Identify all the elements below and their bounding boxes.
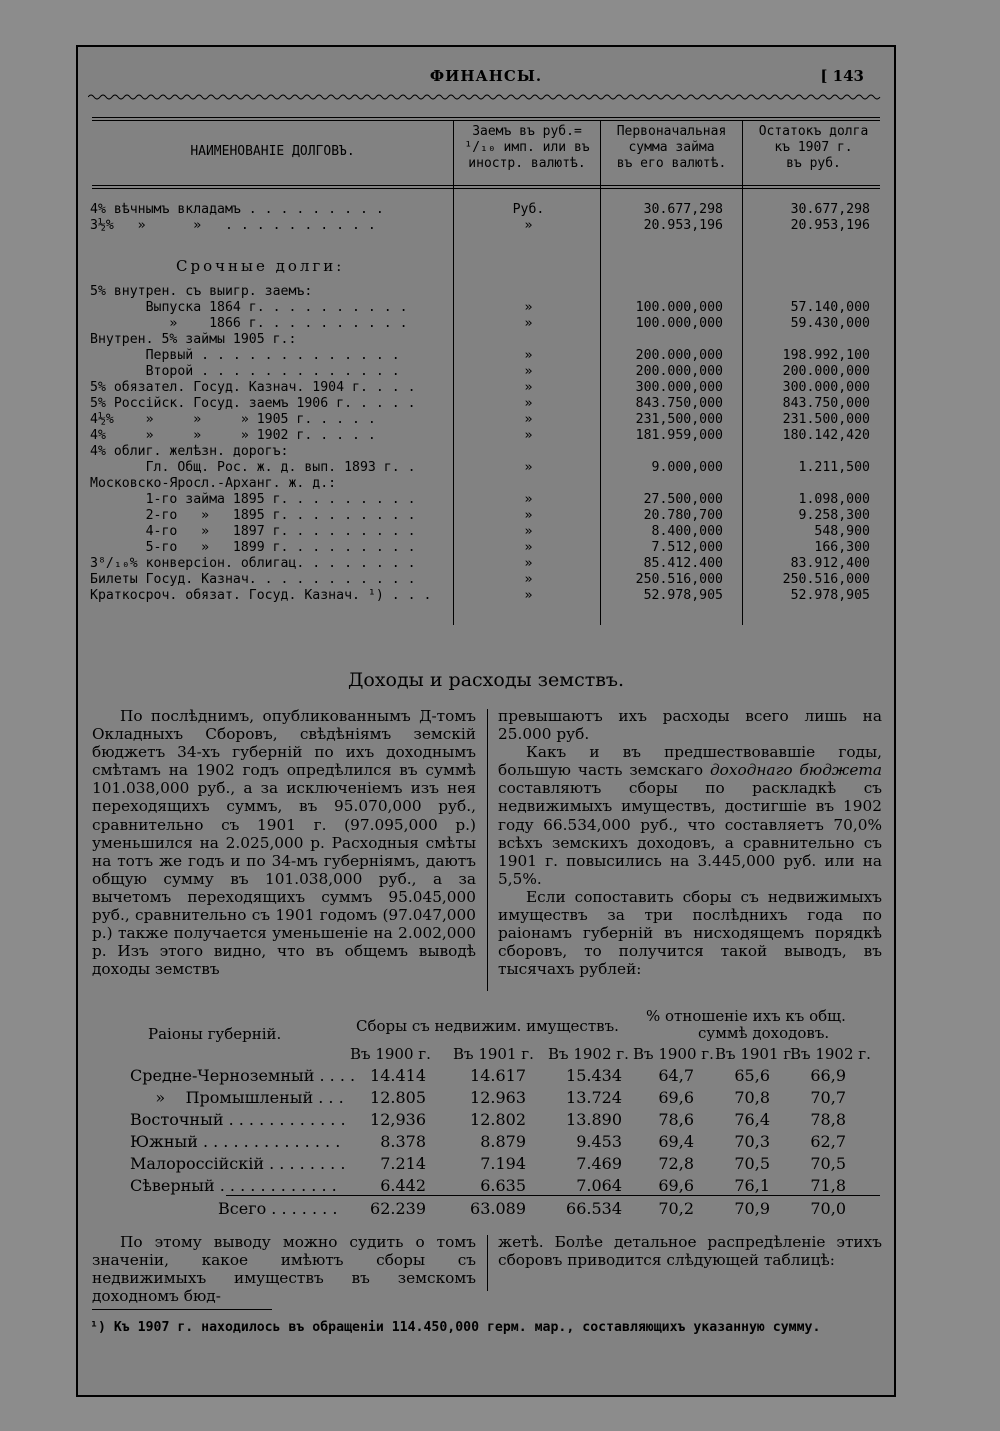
cell-value: 14.617 bbox=[470, 1066, 526, 1085]
debt-name: 4-го » 1897 г. . . . . . . . . bbox=[90, 524, 416, 539]
paragraph: жетѣ. Болѣе детальное распредѣленіе этихъ сборовъ приводится слѣдующей таблицѣ: bbox=[498, 1233, 882, 1270]
debt-remaining: 1.098,000 bbox=[798, 492, 870, 507]
cell-value: 63.089 bbox=[470, 1199, 526, 1218]
cell-value: 8.378 bbox=[380, 1132, 426, 1151]
table-row bbox=[78, 1153, 894, 1175]
debt-remaining: 20.953,196 bbox=[790, 218, 870, 233]
debt-remaining: 30.677,298 bbox=[790, 202, 870, 217]
region-name: Южный . . . . . . . . . . . . . . bbox=[130, 1132, 341, 1151]
table-row bbox=[78, 300, 894, 316]
debt-name: 2-го » 1895 г. . . . . . . . . bbox=[90, 508, 416, 523]
footnote: ¹) Къ 1907 г. находилось въ обращеніи 114.450,000 герм. мар., составляющихъ указанную сумму. bbox=[90, 1320, 821, 1335]
table-row bbox=[78, 508, 894, 524]
debt-currency: » bbox=[524, 492, 533, 507]
debt-currency: » bbox=[524, 508, 533, 523]
section-title: Доходы и расходы земствъ. bbox=[347, 669, 625, 691]
table-row bbox=[78, 476, 894, 492]
year-head: Въ 1901 г. bbox=[453, 1045, 534, 1063]
table-row bbox=[78, 364, 894, 380]
table-row bbox=[78, 1065, 894, 1087]
debt-remaining: 83.912,400 bbox=[790, 556, 870, 571]
subheading-srochnye: Срочные долги: bbox=[176, 257, 345, 275]
debt-currency: » bbox=[524, 428, 533, 443]
debt-name: » 1866 г. . . . . . . . . . bbox=[90, 316, 408, 331]
year-head: Въ 1902 г. bbox=[790, 1045, 871, 1063]
debt-original: 27.500,000 bbox=[643, 492, 723, 507]
region-name: Восточный . . . . . . . . . . . . bbox=[130, 1110, 346, 1129]
cell-value: 13.890 bbox=[566, 1110, 622, 1129]
debt-currency: » bbox=[524, 348, 533, 363]
region-name: Всего . . . . . . . bbox=[218, 1199, 338, 1218]
head-sbory: Сборы съ недвижим. имуществъ. bbox=[356, 1017, 619, 1035]
col-head-name: НАИМЕНОВАНІЕ ДОЛГОВЪ. bbox=[190, 144, 355, 159]
head-pct-1: % отношеніе ихъ къ общ. bbox=[646, 1007, 846, 1025]
table-row bbox=[78, 460, 894, 476]
table-top-rule-2 bbox=[92, 120, 880, 121]
debt-remaining: 180.142,420 bbox=[782, 428, 870, 443]
debt-currency: » bbox=[524, 572, 533, 587]
debt-original: 100.000,000 bbox=[635, 316, 723, 331]
debt-original: 20.953,196 bbox=[643, 218, 723, 233]
table-row bbox=[78, 540, 894, 556]
paragraph: По этому выводу можно судить о томъ значеніи, какое имѣютъ сборы съ недвижимыхъ имуществъ въ земскомъ доходномъ бюд- bbox=[92, 1233, 476, 1306]
debt-original: 200.000,000 bbox=[635, 364, 723, 379]
cell-value: 69,6 bbox=[658, 1176, 694, 1195]
debt-currency: » bbox=[524, 588, 533, 603]
debt-remaining: 1.211,500 bbox=[798, 460, 870, 475]
debt-original: 52.978,905 bbox=[643, 588, 723, 603]
table-row bbox=[78, 524, 894, 540]
cell-value: 70,2 bbox=[658, 1199, 694, 1218]
debt-name: 4% » » » 1902 г. . . . . bbox=[90, 428, 376, 443]
wavy-rule bbox=[88, 93, 884, 101]
text-column-right bbox=[498, 707, 882, 978]
paragraph: Какъ и въ предшествовавшіе годы, большую часть земскаго доходнаго бюджета составляютъ сборы по раскладкѣ съ недвижимыхъ имуществъ, достигшіе въ 1902 году 66.534,000 руб., что составляетъ 70,0% всѣхъ земскихъ доходовъ, а сравнительно съ 1901 г. повысились на 3.445,000 руб. или на 5,5%. bbox=[498, 743, 882, 888]
debt-original: 8.400,000 bbox=[651, 524, 723, 539]
header-bottom-rule bbox=[92, 185, 880, 186]
cell-value: 78,8 bbox=[810, 1110, 846, 1129]
debt-currency: » bbox=[524, 300, 533, 315]
debt-remaining: 200.000,000 bbox=[782, 364, 870, 379]
cell-value: 13.724 bbox=[566, 1088, 622, 1107]
debt-remaining: 231.500,000 bbox=[782, 412, 870, 427]
debt-original: 231,500,000 bbox=[635, 412, 723, 427]
debt-name: 3½% » » . . . . . . . . . . bbox=[90, 218, 376, 233]
table-top-rule bbox=[92, 117, 880, 118]
text-column-left bbox=[92, 707, 476, 978]
region-name: Малороссійскій . . . . . . . . bbox=[130, 1154, 346, 1173]
cell-value: 12.805 bbox=[370, 1088, 426, 1107]
cell-value: 62.239 bbox=[370, 1199, 426, 1218]
debt-name: 4% вѣчнымъ вкладамъ . . . . . . . . . bbox=[90, 202, 384, 217]
cell-value: 78,6 bbox=[658, 1110, 694, 1129]
debt-name: 5% внутрен. съ выигр. заемъ: bbox=[90, 284, 313, 299]
column-divider bbox=[487, 709, 488, 991]
table-row bbox=[78, 202, 894, 218]
debt-currency: » bbox=[524, 316, 533, 331]
cell-value: 64,7 bbox=[658, 1066, 694, 1085]
table-row bbox=[78, 1087, 894, 1109]
cell-value: 12.802 bbox=[470, 1110, 526, 1129]
debt-name: 4% облиг. желѣзн. дорогъ: bbox=[90, 444, 289, 459]
debt-original: 9.000,000 bbox=[651, 460, 723, 475]
paragraph: По послѣднимъ, опубликованнымъ Д-томъ Окладныхъ Сборовъ, свѣдѣніямъ земскій бюджетъ 34-хъ губерній по ихъ доходнымъ смѣтамъ на 1902 годъ опредѣлился въ суммѣ 101.038,000 руб., а за исключеніемъ изъ нея переходящихъ суммъ, въ 95.070,000 руб., сравнительно съ 1901 г. (97.095,000 р.) уменьшился на 2.025,000 р. Расходныя смѣты на тотъ же годъ и по 34-мъ губерніямъ, даютъ общую сумму въ 101.038,000 руб., а за вычетомъ переходящихъ суммъ 95.045,000 руб., сравнительно съ 1901 годомъ (97.047,000 р.) также получается уменьшеніе на 2.002,000 р. Изъ этого видно, что въ общемъ выводѣ доходы земствъ bbox=[92, 707, 476, 979]
cell-value: 15.434 bbox=[566, 1066, 622, 1085]
table-row bbox=[78, 588, 894, 604]
debt-remaining: 843.750,000 bbox=[782, 396, 870, 411]
debt-remaining: 57.140,000 bbox=[790, 300, 870, 315]
cell-value: 70,7 bbox=[810, 1088, 846, 1107]
text-bottom-left bbox=[92, 1233, 476, 1305]
debt-name: 4½% » » » 1905 г. . . . . bbox=[90, 412, 376, 427]
debt-name: 3⁸/₁₀% конверсіон. облигац. . . . . . . . bbox=[90, 556, 416, 571]
year-head: Въ 1900 г. bbox=[350, 1045, 431, 1063]
debt-original: 7.512,000 bbox=[651, 540, 723, 555]
year-head: Въ 1902 г. bbox=[548, 1045, 629, 1063]
table-row bbox=[78, 444, 894, 460]
cell-value: 70,5 bbox=[734, 1154, 770, 1173]
paragraph: Если сопоставить сборы съ недвижимыхъ имуществъ за три послѣднихъ года по раіонамъ губерній въ нисходящемъ порядкѣ сборовъ, то получится такой выводъ, въ тысячахъ рублей: bbox=[498, 887, 882, 979]
col-head-remaining: Остатокъ долга къ 1907 г. въ руб. bbox=[758, 124, 869, 171]
text-bottom-right bbox=[498, 1233, 882, 1269]
header-title: ФИНАНСЫ. bbox=[429, 67, 543, 85]
total-rule bbox=[226, 1195, 880, 1196]
debt-currency: » bbox=[524, 396, 533, 411]
cell-value: 6.442 bbox=[380, 1176, 426, 1195]
debt-currency: » bbox=[524, 218, 533, 233]
debt-currency: Руб. bbox=[512, 202, 545, 217]
debt-remaining: 250.516,000 bbox=[782, 572, 870, 587]
cell-value: 14.414 bbox=[370, 1066, 426, 1085]
table-row bbox=[78, 556, 894, 572]
year-head: Въ 1901 г. bbox=[715, 1045, 796, 1063]
table-row bbox=[78, 348, 894, 364]
cell-value: 6.635 bbox=[480, 1176, 526, 1195]
table-row bbox=[78, 396, 894, 412]
debt-name: 5% обязател. Госуд. Казнач. 1904 г. . . . bbox=[90, 380, 416, 395]
debt-name: Внутрен. 5% займы 1905 г.: bbox=[90, 332, 297, 347]
table-row bbox=[78, 284, 894, 300]
table-row bbox=[78, 412, 894, 428]
debt-currency: » bbox=[524, 524, 533, 539]
debt-remaining: 300.000,000 bbox=[782, 380, 870, 395]
cell-value: 71,8 bbox=[810, 1176, 846, 1195]
debt-remaining: 59.430,000 bbox=[790, 316, 870, 331]
debt-remaining: 166,300 bbox=[814, 540, 870, 555]
debt-name: 1-го займа 1895 г. . . . . . . . . bbox=[90, 492, 416, 507]
cell-value: 7.064 bbox=[576, 1176, 622, 1195]
cell-value: 69,4 bbox=[658, 1132, 694, 1151]
footnote-rule bbox=[92, 1309, 272, 1310]
table-row bbox=[78, 380, 894, 396]
page-number: [ 143 bbox=[820, 67, 864, 85]
cell-value: 9.453 bbox=[576, 1132, 622, 1151]
table-row bbox=[78, 1175, 894, 1197]
table-row bbox=[78, 1109, 894, 1131]
table-row bbox=[78, 1198, 894, 1220]
debt-name: 5% Россійск. Госуд. заемъ 1906 г. . . . . bbox=[90, 396, 416, 411]
debt-remaining: 548,900 bbox=[814, 524, 870, 539]
region-name: Средне-Черноземный . . . . bbox=[130, 1066, 356, 1085]
cell-value: 70,9 bbox=[734, 1199, 770, 1218]
table-row bbox=[78, 492, 894, 508]
region-name: Сѣверный . . . . . . . . . . . . bbox=[130, 1176, 337, 1195]
header-bottom-rule-2 bbox=[92, 188, 880, 189]
paragraph: превышаютъ ихъ расходы всего лишь на 25.000 руб. bbox=[498, 707, 882, 744]
table-row bbox=[78, 428, 894, 444]
cell-value: 76,4 bbox=[734, 1110, 770, 1129]
cell-value: 7.194 bbox=[480, 1154, 526, 1173]
head-pct-2: суммѣ доходовъ. bbox=[698, 1024, 830, 1042]
debt-name: Первый . . . . . . . . . . . . . bbox=[90, 348, 400, 363]
cell-value: 7.469 bbox=[576, 1154, 622, 1173]
head-region: Раіоны губерній. bbox=[148, 1025, 282, 1043]
table-row bbox=[78, 218, 894, 234]
table-row bbox=[78, 332, 894, 348]
debt-name: Билеты Госуд. Казнач. . . . . . . . . . . bbox=[90, 572, 416, 587]
table-row bbox=[78, 316, 894, 332]
page bbox=[76, 45, 896, 1397]
region-name: » Промышленый . . . bbox=[130, 1088, 344, 1107]
debt-name: Краткосроч. обязат. Госуд. Казнач. ¹) . . . bbox=[90, 588, 432, 603]
cell-value: 70,3 bbox=[734, 1132, 770, 1151]
table-row bbox=[78, 572, 894, 588]
year-head: Въ 1900 г. bbox=[633, 1045, 714, 1063]
debt-currency: » bbox=[524, 412, 533, 427]
cell-value: 70,0 bbox=[810, 1199, 846, 1218]
cell-value: 65,6 bbox=[734, 1066, 770, 1085]
cell-value: 7.214 bbox=[380, 1154, 426, 1173]
cell-value: 76,1 bbox=[734, 1176, 770, 1195]
cell-value: 66,9 bbox=[810, 1066, 846, 1085]
debt-remaining: 9.258,300 bbox=[798, 508, 870, 523]
cell-value: 70,5 bbox=[810, 1154, 846, 1173]
cell-value: 69,6 bbox=[658, 1088, 694, 1107]
debt-original: 250.516,000 bbox=[635, 572, 723, 587]
debt-name: 5-го » 1899 г. . . . . . . . . bbox=[90, 540, 416, 555]
debt-name: Московско-Яросл.-Арханг. ж. д.: bbox=[90, 476, 337, 491]
col-head-currency: Заемъ въ руб.= ¹/₁₀ имп. или въ иностр. валютѣ. bbox=[464, 124, 590, 171]
cell-value: 12,936 bbox=[370, 1110, 426, 1129]
debt-original: 30.677,298 bbox=[643, 202, 723, 217]
debt-name: Гл. Общ. Рос. ж. д. вып. 1893 г. . bbox=[90, 460, 416, 475]
debt-name: Выпуска 1864 г. . . . . . . . . . bbox=[90, 300, 408, 315]
debt-remaining: 198.992,100 bbox=[782, 348, 870, 363]
cell-value: 72,8 bbox=[658, 1154, 694, 1173]
cell-value: 66.534 bbox=[566, 1199, 622, 1218]
debt-name: Второй . . . . . . . . . . . . . bbox=[90, 364, 400, 379]
debt-original: 20.780,700 bbox=[643, 508, 723, 523]
debt-original: 181.959,000 bbox=[635, 428, 723, 443]
table-row bbox=[78, 1131, 894, 1153]
col-head-original: Первоначальная сумма займа въ его валютѣ. bbox=[616, 124, 727, 171]
debt-original: 200.000,000 bbox=[635, 348, 723, 363]
cell-value: 70,8 bbox=[734, 1088, 770, 1107]
debt-currency: » bbox=[524, 380, 533, 395]
debt-remaining: 52.978,905 bbox=[790, 588, 870, 603]
cell-value: 12.963 bbox=[470, 1088, 526, 1107]
debt-currency: » bbox=[524, 364, 533, 379]
debt-original: 100.000,000 bbox=[635, 300, 723, 315]
cell-value: 62,7 bbox=[810, 1132, 846, 1151]
debt-original: 843.750,000 bbox=[635, 396, 723, 411]
cell-value: 8.879 bbox=[480, 1132, 526, 1151]
debt-original: 300.000,000 bbox=[635, 380, 723, 395]
debt-original: 85.412.400 bbox=[643, 556, 723, 571]
debt-currency: » bbox=[524, 556, 533, 571]
column-divider-bottom bbox=[487, 1235, 488, 1291]
debt-currency: » bbox=[524, 540, 533, 555]
debt-currency: » bbox=[524, 460, 533, 475]
